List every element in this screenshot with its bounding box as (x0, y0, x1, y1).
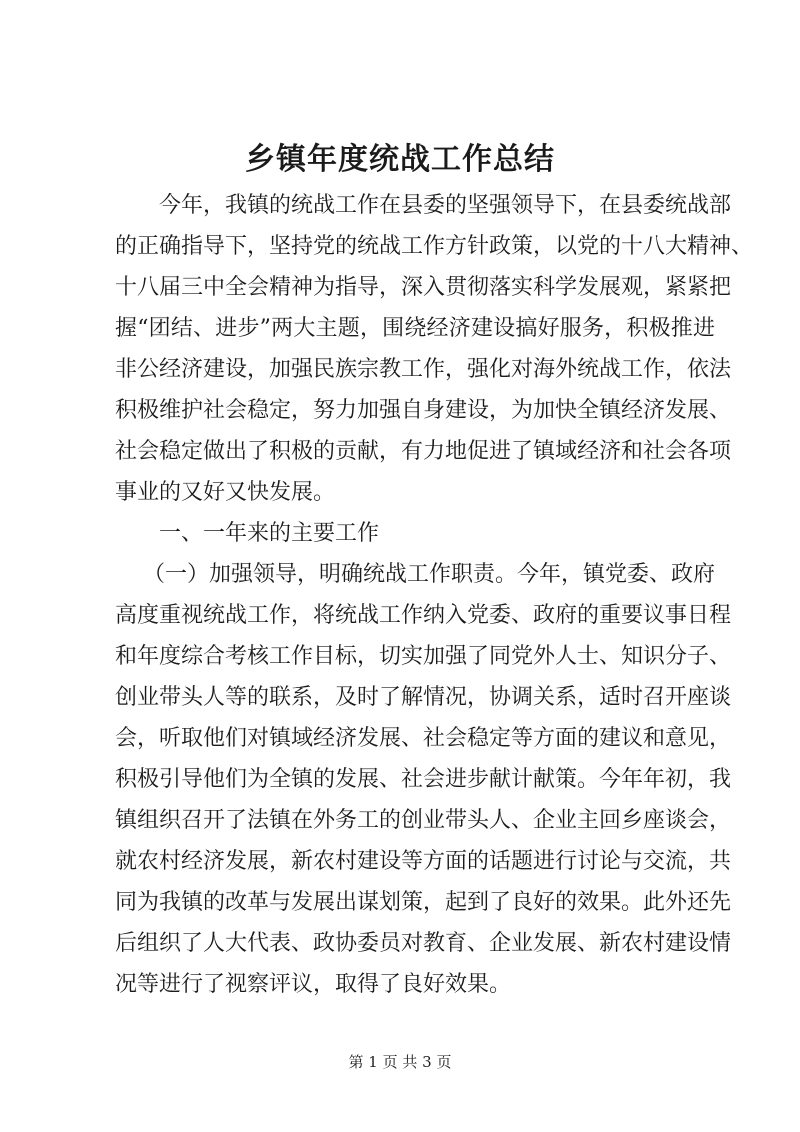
paragraph-line: 握“团结、进步”两大主题，围绕经济建设搞好服务，积极推进 (115, 316, 715, 341)
paragraph-line: 今年，我镇的统战工作在县委的坚强领导下，在县委统战部 (159, 193, 732, 218)
paragraph-line: 十八届三中全会精神为指导，深入贯彻落实科学发展观，紧紧把 (115, 275, 732, 300)
paragraph-line: 积极引导他们为全镇的发展、社会进步献计献策。今年年初，我 (115, 767, 732, 792)
paragraph-line: 同为我镇的改革与发展出谋划策，起到了良好的效果。此外还先 (115, 890, 732, 915)
subsection-heading-line: （一）加强领导，明确统战工作职责。今年，镇党委、政府 (143, 562, 716, 587)
paragraph-line: 会，听取他们对镇域经济发展、社会稳定等方面的建议和意见， (115, 726, 732, 751)
paragraph-line: 后组织了人大代表、政协委员对教育、企业发展、新农村建设情 (115, 931, 732, 956)
paragraph-line: 创业带头人等的联系，及时了解情况，协调关系，适时召开座谈 (115, 685, 732, 710)
paragraph-line: 和年度综合考核工作目标，切实加强了同党外人士、知识分子、 (115, 644, 732, 669)
paragraph-line: 高度重视统战工作，将统战工作纳入党委、政府的重要议事日程 (115, 603, 732, 628)
section-heading: 一、一年来的主要工作 (159, 521, 380, 546)
paragraph-line: 况等进行了视察评议，取得了良好效果。 (115, 972, 512, 997)
paragraph-line: 的正确指导下，坚持党的统战工作方针政策，以党的十八大精神、 (115, 234, 754, 259)
document-title: 乡镇年度统战工作总结 (245, 142, 555, 177)
paragraph-line: 非公经济建设，加强民族宗教工作，强化对海外统战工作，依法 (115, 357, 732, 382)
paragraph-line: 就农村经济发展，新农村建设等方面的话题进行讨论与交流，共 (115, 849, 732, 874)
paragraph-line: 社会稳定做出了积极的贡献，有力地促进了镇域经济和社会各项 (115, 439, 732, 464)
paragraph-line: 积极维护社会稳定，努力加强自身建设，为加快全镇经济发展、 (115, 398, 732, 423)
page-number-footer: 第 1 页 共 3 页 (348, 1053, 452, 1071)
paragraph-line: 镇组织召开了法镇在外务工的创业带头人、企业主回乡座谈会， (115, 808, 732, 833)
paragraph-line: 事业的又好又快发展。 (115, 480, 336, 505)
